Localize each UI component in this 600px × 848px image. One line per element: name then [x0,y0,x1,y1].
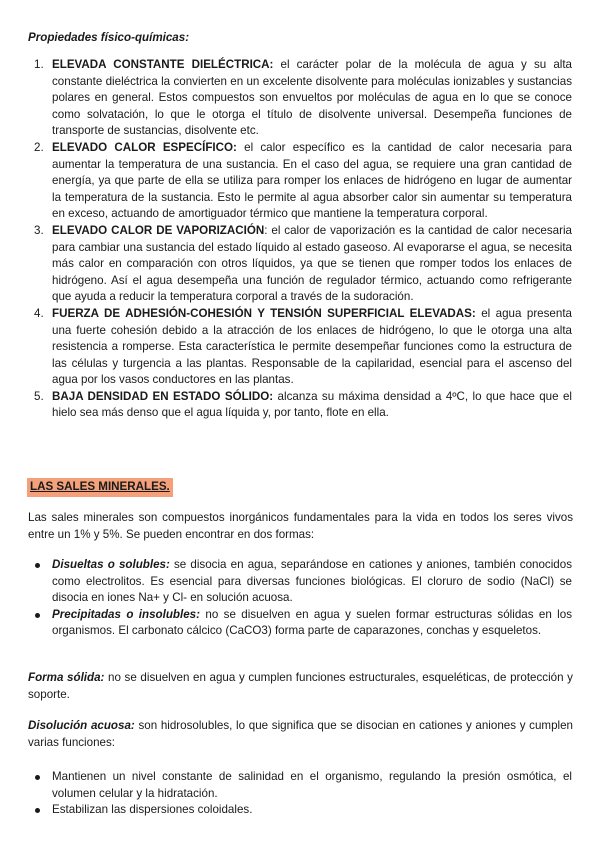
list-item [34,140,572,223]
bullet-icon [35,775,40,780]
item-title: ELEVADO CALOR DE VAPORIZACIÓN [52,223,265,237]
item-text: Estabilizan las dispersiones coloidales. [52,803,253,817]
item-title: FUERZA DE ADHESIÓN-COHESIÓN Y TENSIÓN SUPERFICIAL ELEVADAS: [52,306,476,320]
intro-paragraph: Las sales minerales son compuestos inorgánicos fundamentales para la vida en todos los seres vivos entre un 1% y 5%. Se pueden encontrar en dos formas: [28,511,573,541]
list-item [52,769,572,802]
item-title: ELEVADO CALOR ESPECÍFICO: [52,140,237,154]
item-text: alcanza su máxima densidad a 4ºC, lo que hace que el hielo sea más denso que el agua líquida y, por tanto, flote en ella. [52,389,572,420]
item-number: 4. [34,306,44,320]
list-item [52,557,572,607]
solid-paragraph [28,670,573,703]
item-title: Disueltas o solubles: [52,558,170,571]
item-text: no se disuelven en agua y suelen formar estructuras sólidas en los organismos. El carbonato cálcico (CaCO3) forma parte de caparazones, conchas y esqueletos. [52,607,573,638]
item-title: Precipitadas o insolubles: [52,607,200,621]
item-text: se disocia en agua, separándose en cationes y aniones, también conocidos como electrolitos. Es esencial para diversas funciones biológicas. El cloruro de sodio (NaCl) se disocia en iones Na+ y Cl- en solución acuosa. [52,558,573,605]
bullet-icon [35,613,40,618]
item-text: el agua presenta una fuerte cohesión debido a la atracción de los enlaces de hidrógeno, lo que le otorga una alta resistencia a romperse. Esta característica le permite desempeñar funciones como la estructura de las células y turgencia a las plantas. Responsable de la capilaridad, esencial para el ascenso del agua por los vasos conductores en las plantas. [52,306,572,387]
item-title: BAJA DENSIDAD EN ESTADO SÓLIDO: [52,389,274,403]
solid-title: Forma sólida: [28,671,105,684]
section-title: LAS SALES MINERALES. [27,478,173,497]
list-item [34,223,573,306]
item-number: 5. [34,389,44,403]
item-text: : el calor de vaporización es la cantidad de calor necesaria para cambiar una sustancia del estado líquido al estado gaseoso. Al evaporarse el agua, se necesita más calor en comparación con otros líquidos, ya que se tienen que romper todos los enlaces de hidrógeno. Así el agua desempeña una función de regulador térmico, actuando como refrigerante que ayuda a reducir la temperatura corporal a través de la sudoración. [52,223,573,304]
item-text: el calor específico es la cantidad de calor necesaria para aumentar la temperatura de una sustancia. En el caso del agua, se requiere una gran cantidad de energía, ya que parte de ella se utiliza para romper los enlaces de hidrógeno en lugar de aumentar la temperatura de la sustancia. Esto le permite al agua absorber calor sin aumentar su temperatura en exceso, actuando de amortiguador térmico que mantiene la temperatura corporal. [52,140,572,221]
list-item [52,802,572,819]
properties-list [34,57,573,422]
list-item [34,57,573,140]
list-item [34,306,572,389]
page-heading: Propiedades físico-químicas: [28,31,190,44]
item-title: ELEVADA CONSTANTE DIELÉCTRICA: [52,58,274,71]
aqueous-text: son hidrosolubles, lo que significa que se disocian en cationes y aniones y cumplen varias funciones: [28,719,574,749]
functions-list [52,769,572,819]
bullet-icon [35,808,40,813]
item-text: el carácter polar de la molécula de agua y su alta constante dieléctrica la convierten en un excelente disolvente para moléculas ionizables y sustancias polares en general. Estos compuestos son envueltos por moléculas de agua en lo que se conoce como solvatación, lo que le otorga el título de disolvente universal. Desempeña funciones de transporte de sustancias, disolvente etc. [52,58,573,138]
aqueous-paragraph [28,718,573,751]
forms-list [52,557,572,640]
item-number: 3. [34,223,44,237]
solid-text: no se disuelven en agua y cumplen funciones estructurales, esqueléticas, de protección y soporte. [28,671,573,701]
item-text: Mantienen un nivel constante de salinidad en el organismo, regulando la presión osmótica, el volumen celular y la hidratación. [52,770,572,800]
item-number: 1. [34,58,44,71]
bullet-icon [35,563,40,568]
list-item [52,607,572,640]
aqueous-title: Disolución acuosa: [28,719,135,732]
list-item [34,389,572,422]
item-number: 2. [34,140,44,154]
